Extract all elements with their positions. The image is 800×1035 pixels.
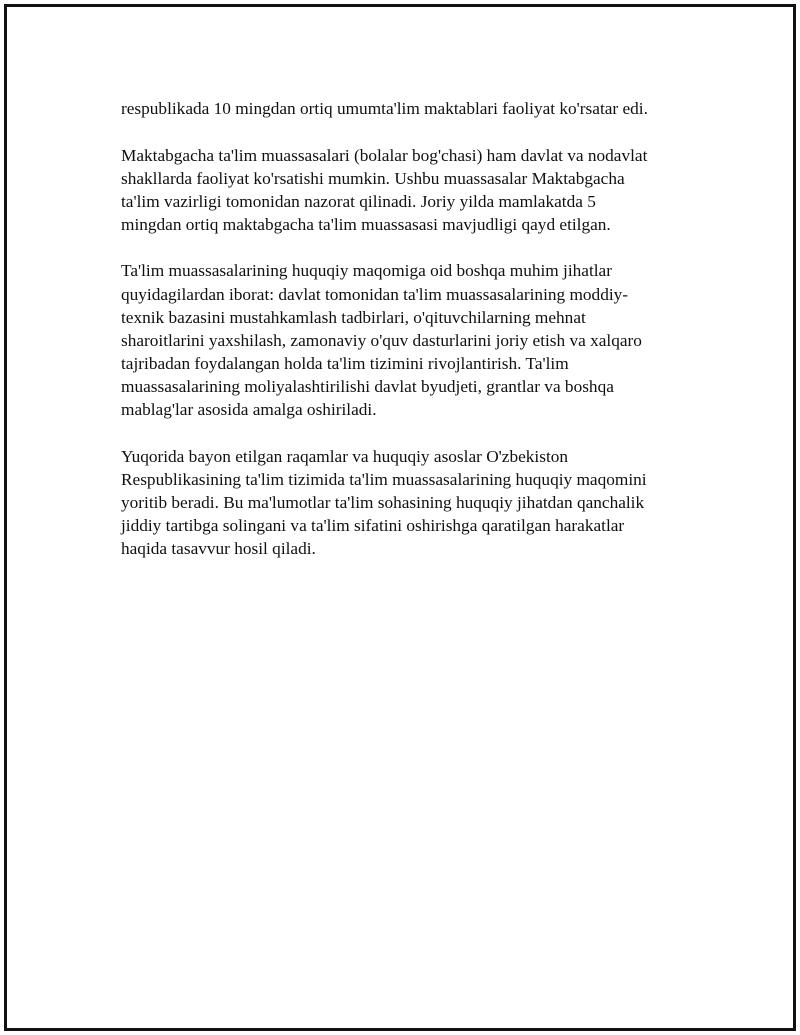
paragraph-1 bbox=[121, 97, 695, 120]
paragraph-4 bbox=[121, 445, 695, 560]
text-line: jiddiy tartibga solingani va ta'lim sifatini oshirishga qaratilgan harakatlar bbox=[121, 515, 625, 535]
page-content bbox=[121, 97, 695, 584]
text-line: tajribadan foydalangan holda ta'lim tizimini rivojlantirish. Ta'lim bbox=[121, 353, 569, 373]
text-line: Ta'lim muassasalarining huquqiy maqomiga oid boshqa muhim jihatlar bbox=[121, 261, 612, 281]
text-line: respublikada 10 mingdan ortiq umumta'lim maktablari faoliyat ko'rsatar edi. bbox=[121, 99, 648, 118]
text-line: sharoitlarini yaxshilash, zamonaviy o'quv dasturlarini joriy etish va xalqaro bbox=[121, 330, 642, 350]
text-line: ta'lim vazirligi tomonidan nazorat qilinadi. Joriy yilda mamlakatda 5 bbox=[121, 191, 596, 211]
text-line: mingdan ortiq maktabgacha ta'lim muassasasi mavjudligi qayd etilgan. bbox=[121, 214, 611, 234]
page-frame bbox=[4, 4, 796, 1031]
paragraph-3 bbox=[121, 259, 695, 421]
text-line: shakllarda faoliyat ko'rsatishi mumkin. Ushbu muassasalar Maktabgacha bbox=[121, 168, 625, 188]
text-line: muassasalarining moliyalashtirilishi davlat byudjeti, grantlar va boshqa bbox=[121, 376, 614, 396]
text-line: quyidagilardan iborat: davlat tomonidan ta'lim muassasalarining moddiy- bbox=[121, 284, 629, 304]
text-line: Yuqorida bayon etilgan raqamlar va huquqiy asoslar O'zbekiston bbox=[121, 446, 569, 466]
text-line: Respublikasining ta'lim tizimida ta'lim muassasalarining huquqiy maqomini bbox=[121, 469, 647, 489]
text-line: haqida tasavvur hosil qiladi. bbox=[121, 539, 316, 558]
text-line: texnik bazasini mustahkamlash tadbirlari, o'qituvchilarning mehnat bbox=[121, 307, 586, 327]
text-line: Maktabgacha ta'lim muassasalari (bolalar bog'chasi) ham davlat va nodavlat bbox=[121, 145, 648, 165]
paragraph-2 bbox=[121, 144, 695, 236]
text-line: mablag'lar asosida amalga oshiriladi. bbox=[121, 400, 377, 420]
text-line: yoritib beradi. Bu ma'lumotlar ta'lim sohasining huquqiy jihatdan qanchalik bbox=[121, 492, 645, 512]
